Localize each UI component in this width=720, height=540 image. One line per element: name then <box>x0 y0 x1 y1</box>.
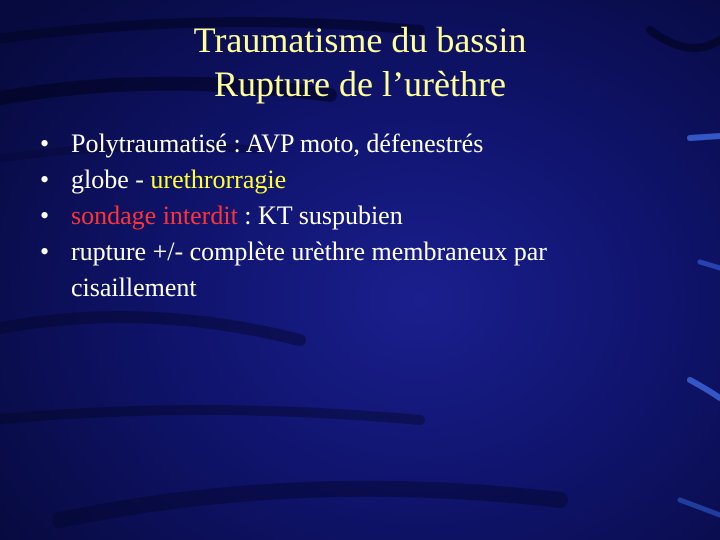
warning-text: sondage interdit <box>71 201 238 230</box>
bullet-list <box>38 126 678 306</box>
title-line-1: Traumatisme du bassin <box>193 20 527 60</box>
bullet-item <box>38 162 678 198</box>
bullet-text: : KT suspubien <box>237 201 403 230</box>
bullet-text: rupture +/- complète urèthre membraneux par cisaillement <box>71 237 547 302</box>
bullet-text: globe - <box>71 165 151 194</box>
bullet-item <box>38 126 678 162</box>
highlight-text: urethrorragie <box>150 165 287 194</box>
bullet-text: Polytraumatisé : AVP moto, défenestrés <box>71 129 484 158</box>
bullet-item <box>38 198 678 234</box>
bullet-dot: • <box>40 237 50 266</box>
slide-title <box>0 18 720 106</box>
bullet-dot: • <box>40 165 50 194</box>
bullet-dot: • <box>40 129 50 158</box>
title-line-2: Rupture de l’urèthre <box>214 64 506 104</box>
bullet-item <box>38 234 678 306</box>
bullet-dot: • <box>40 201 50 230</box>
